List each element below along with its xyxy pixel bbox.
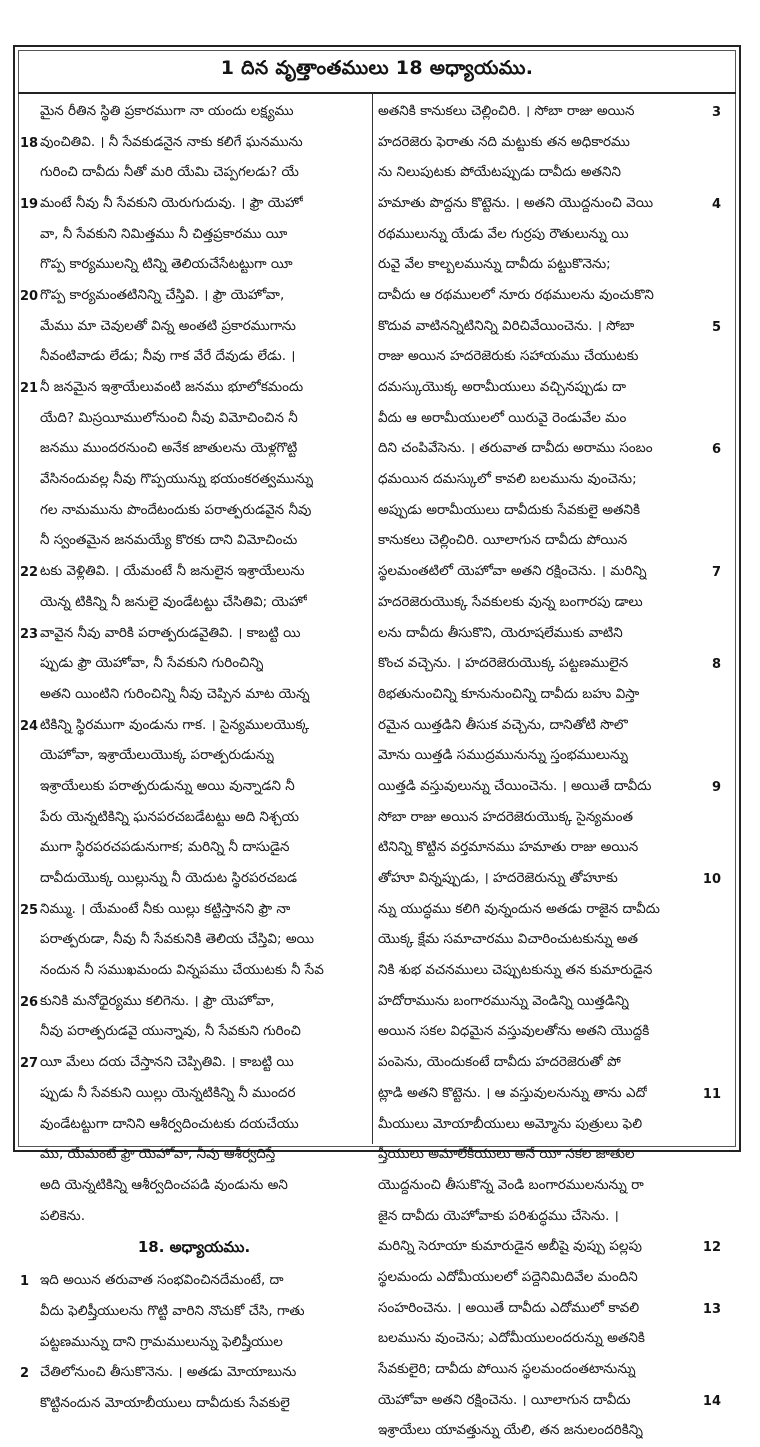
text-line <box>378 527 721 558</box>
line-text: గల నామమును పొందేటందుకు పరాత్పరుడవైన నీవు <box>40 501 312 518</box>
text-line <box>378 128 721 159</box>
text-line <box>20 1018 368 1049</box>
line-text: ధమయిన దమస్కులో కావలి బలమును వుంచెను; <box>378 471 637 488</box>
line-text: పేరు యెన్నటికిన్ని ఘనపరచబడేటట్టు అది నిశ్చయ <box>40 808 300 825</box>
verse-number: 14 <box>702 1393 721 1409</box>
line-text: ము, యేమంటే ఫ్రౌ యెహోవా, నీవు ఆశీర్వదిస్తే <box>40 1146 276 1163</box>
text-line <box>378 557 721 588</box>
verse-number: 27 <box>20 1056 39 1072</box>
line-text: సంహరించెను. । అయితే దావీదు ఎదోములో కావలి <box>378 1299 640 1316</box>
text-line <box>20 1266 368 1297</box>
text-line <box>378 373 721 404</box>
text-line <box>378 619 721 650</box>
line-text: నీవంటివాడు లేడు; నీవు గాక వేరే దేవుడు లేడు. । <box>40 348 296 365</box>
text-line <box>20 926 368 957</box>
line-text: యొద్దనుంచి తీసుకొన్న వెండి బంగారములనున్ను రా <box>378 1176 644 1193</box>
text-line <box>378 926 721 957</box>
text-line <box>378 250 721 281</box>
text-line <box>378 803 721 834</box>
line-text: లను దావీదు తీసుకొని, యెరూషలేముకు వాటిని <box>378 624 623 641</box>
line-text: గొప్ప కార్యమంతటినిన్ని చేస్తివి. । ఫ్రౌ యెహోవా, <box>40 286 285 303</box>
line-text: వావైన నీవు వారికి పరాత్పరుడవైతివి. । కాబట్టి యి <box>40 624 301 641</box>
line-text: ను నిలుపుటకు పోయేటప్పుడు దావీదు అతనిని <box>378 164 622 181</box>
text-line <box>20 1110 368 1141</box>
text-line <box>378 1294 721 1325</box>
right-column <box>378 97 721 1447</box>
line-text: నిమ్ము. । యేమంటే నీకు యిల్లు కట్టిస్తానని ఫ్రౌ నా <box>40 900 291 917</box>
verse-number: 25 <box>20 902 39 918</box>
line-text: అతని యింటిని గురించిన్ని నీవు చెప్పిన మాట యెన్న <box>40 685 310 702</box>
text-line <box>20 772 368 803</box>
text-line <box>378 588 721 619</box>
line-text: అయిన సకల విధమైన వస్తువులతోను అతని యొద్దకి <box>378 1023 650 1040</box>
text-line <box>20 1202 368 1233</box>
line-text: పట్టణమున్ను దాని గ్రామములున్ను ఫెలిష్తీయుల <box>40 1333 283 1350</box>
line-text: మేము మా చెవులతో విన్న అంతటి ప్రకారముగాను <box>40 317 296 334</box>
line-text: నికి శుభ వచనములు చెప్పుటకున్ను తన కుమారుడైన <box>378 962 653 979</box>
verse-number: 11 <box>702 1086 721 1102</box>
line-text: యెన్న టికిన్ని నీ జనులై వుండేటట్టు చేసితివి; యెహో <box>40 593 308 610</box>
text-line <box>378 1018 721 1049</box>
verse-number: 19 <box>20 196 39 212</box>
line-text: అతనికి కానుకలు చెల్లించిరి. । సోబా రాజు అయిన <box>378 102 635 119</box>
line-text: టకు వెళ్లితివి. । యేమంటే నీ జనులైన ఇశ్రాయేలును <box>40 563 305 580</box>
text-line <box>20 373 368 404</box>
line-text: యెహోవా అతని రక్షించెను. । యీలాగున దావీదు <box>378 1391 631 1408</box>
text-line <box>20 1328 368 1359</box>
line-text: సోబా రాజు అయిన హదరెజెరుయొక్క సైన్యమంత <box>378 808 633 825</box>
text-line <box>20 1171 368 1202</box>
text-line <box>20 588 368 619</box>
line-text: హదోరామును బంగారమున్ను వెండిన్ని యిత్తడిన్ని <box>378 992 629 1009</box>
text-line <box>378 158 721 189</box>
line-text: జనము ముందరనుంచి అనేక జాతులను యెళ్లగొట్టి <box>40 440 298 457</box>
text-line <box>378 404 721 435</box>
text-line <box>378 1110 721 1141</box>
verse-number: 12 <box>702 1240 721 1256</box>
line-text: హదరెజెరుయొక్క సేవకులకు వున్న బంగారపు డాలు <box>378 593 643 610</box>
page-header: 1 దిన వృత్తాంతములు 18 అధ్యాయము. <box>220 56 534 79</box>
header-rule <box>18 92 736 94</box>
line-text: వీదు ఫెలిష్తీయులను గొట్టి వారిని నొచుకో చేసి, గాతు <box>40 1302 305 1319</box>
line-text: రథములున్ను యేడు వేల గుర్రపు రౌతులున్ను యి <box>378 225 629 242</box>
verse-number: 22 <box>20 565 39 581</box>
line-text: స్థలమందు ఎదోమీయులలో పద్దెనిమిదివేల మందిని <box>378 1268 638 1285</box>
text-line <box>20 1079 368 1110</box>
line-text: టినిన్ని కొట్టిన వర్తమానము హమాతు రాజు అయిన <box>378 839 639 856</box>
text-line <box>20 557 368 588</box>
line-text: ఠిభతునుంచిన్ని కూనునుంచిన్ని దావీదు బహు విస్తా <box>378 685 640 702</box>
text-line <box>378 1202 721 1233</box>
line-text: గురించి దావీదు నీతో మరి యేమి చెప్పగలడు? యే <box>40 164 299 181</box>
text-line <box>378 956 721 987</box>
line-text: పలికెను. <box>40 1207 85 1224</box>
verse-number: 4 <box>711 196 721 212</box>
verse-number: 5 <box>711 319 721 335</box>
verse-number: 20 <box>20 288 39 304</box>
verse-number: 9 <box>711 779 721 795</box>
line-text: దిని చంపివేసెను. । తరువాత దావీదు అరాము సంబం <box>378 440 653 457</box>
verse-number: 18 <box>20 135 39 151</box>
line-text: ప్పుడు నీ సేవకుని యిల్లు యెన్నటికిన్ని నీ ముందర <box>40 1084 296 1101</box>
text-line <box>20 834 368 865</box>
line-text: అది యెన్నటికిన్ని ఆశీర్వదించపడి వుండును అని <box>40 1176 288 1193</box>
line-text: దమస్కుయొక్క అరామీయులు వచ్చినప్పుడు దా <box>378 379 627 396</box>
line-text: యెహోవా, ఇశ్రాయేలుయొక్క పరాత్పరుడున్ను <box>40 747 275 764</box>
text-line <box>378 1386 721 1417</box>
line-text: మైన రీతిన స్థితి ప్రకారముగా నా యందు లక్ష్యము <box>40 102 294 119</box>
line-text: గొప్ప కార్యములన్ని టిన్ని తెలియచేసేటట్టుగా యీ <box>40 256 293 273</box>
line-text: ఇది అయిన తరువాత సంభవించినదేమంటే, దా <box>40 1272 284 1289</box>
line-text: కునికి మనోధైర్యము కలిగెను. । ఫ్రౌ యెహోవా, <box>40 992 275 1009</box>
line-text: నీ స్వంతమైన జనమయ్యే కొరకు దాని విమోచించు <box>40 532 298 549</box>
text-line <box>378 1140 721 1171</box>
text-line <box>378 1355 721 1386</box>
line-text: నీ జనమైన ఇశ్రాయేలువంటి జనము భూలోకమందు <box>40 379 304 396</box>
text-line <box>20 864 368 895</box>
text-line <box>378 465 721 496</box>
verse-number: 13 <box>702 1301 721 1317</box>
line-text: చేతిలోనుంచి తీసుకొనెను. । అతడు మోయాబును <box>40 1364 297 1381</box>
line-text: రాజు అయిన హదరెజెరుకు సహాయము చేయుటకు <box>378 348 639 365</box>
line-text: కొదువ వాటినన్నిటినిన్ని విరిచివేయించెను. । సోబా <box>378 317 635 334</box>
verse-number: 8 <box>711 657 721 673</box>
text-line <box>20 250 368 281</box>
text-line <box>20 404 368 435</box>
verse-number: 23 <box>20 626 39 642</box>
line-text: ట్లాడి అతని కొట్టెను. । ఆ వస్తువులనున్ను తాను ఎదో <box>378 1084 648 1101</box>
text-line <box>20 465 368 496</box>
line-text: ప్పుడు ఫ్రౌ యెహోవా, నీ సేవకుని గురించిన్ని <box>40 655 264 672</box>
text-line <box>378 435 721 466</box>
text-line <box>378 1417 721 1447</box>
text-line <box>378 680 721 711</box>
text-line <box>20 649 368 680</box>
text-line <box>20 189 368 220</box>
line-text: కానుకలు చెల్లించిరి. యీలాగున దావీదు పోయిన <box>378 532 628 549</box>
text-line <box>20 496 368 527</box>
line-text: టికిన్ని స్థిరముగా వుండును గాక. । సైన్యములయొక్క <box>40 716 310 733</box>
text-line <box>20 343 368 374</box>
line-text: రమైన యిత్తడిని తీసుక వచ్చెను, దానితోటి సొలొ <box>378 716 628 733</box>
line-text: స్థలమంతటిలో యెహోవా అతని రక్షించెను. । మరిన్ని <box>378 563 647 580</box>
text-line <box>378 834 721 865</box>
line-text: వా, నీ సేవకుని నిమిత్తము నీ చిత్తప్రకారము యీ <box>40 225 288 242</box>
text-line <box>20 128 368 159</box>
verse-number: 3 <box>711 104 721 120</box>
line-text: నందున నీ సముఖమందు విన్నపము చేయుటకు నీ సేవ <box>40 962 324 979</box>
text-line <box>378 281 721 312</box>
line-text: బలమును వుంచెను; ఎదోమీయులందరున్ను అతనికి <box>378 1330 645 1347</box>
text-line <box>20 158 368 189</box>
line-text: హదరెజెరు ఫెరాతు నది మట్టుకు తన అధికారము <box>378 133 630 150</box>
text-line <box>378 711 721 742</box>
text-line <box>378 741 721 772</box>
chapter-heading: 18. అధ్యాయము. <box>137 1238 251 1257</box>
line-text: ఇశ్రాయేలుకు పరాత్పరుడున్ను అయి వున్నాడని నీ <box>40 777 295 794</box>
text-line <box>378 1048 721 1079</box>
text-line <box>20 281 368 312</box>
verse-number: 2 <box>20 1366 30 1382</box>
line-text: వేసినందువల్ల నీవు గొప్పయున్ను భయంకరత్వమున్ను <box>40 471 314 488</box>
text-line <box>378 987 721 1018</box>
line-text: వుండేటట్టుగా దానిని ఆశీర్వదించుటకు దయచేయు <box>40 1115 299 1132</box>
text-line <box>20 987 368 1018</box>
text-line <box>378 1079 721 1110</box>
text-line <box>378 312 721 343</box>
text-line <box>20 680 368 711</box>
text-line <box>378 1232 721 1263</box>
line-text: తోహూ విన్నప్పుడు, । హదరెజెరున్ను తోహూకు <box>378 870 618 887</box>
text-line <box>378 189 721 220</box>
text-line <box>20 312 368 343</box>
verse-number: 24 <box>20 718 39 734</box>
text-line <box>20 435 368 466</box>
line-text: అప్పుడు అరామీయులు దావీదుకు సేవకులై అతనికి <box>378 501 641 518</box>
left-column <box>20 97 368 1420</box>
text-line <box>378 1171 721 1202</box>
text-line <box>378 496 721 527</box>
text-line <box>20 803 368 834</box>
line-text: హమాతు పొద్దను కొట్టెను. । అతని యొద్దనుంచి వెయి <box>378 194 654 211</box>
line-text: సేవకులైరి; దావీదు పోయిన స్థలమందంతటానున్ను <box>378 1361 636 1378</box>
line-text: న్ను యుద్ధము కలిగి వున్నందున అతడు రాజైన దావీదు <box>378 900 660 917</box>
line-text: దావీదుయొక్క యిల్లున్ను నీ యెదుట స్థిరపరచబడ <box>40 870 297 887</box>
text-line <box>20 97 368 128</box>
text-line <box>378 864 721 895</box>
line-text: ష్తీయులు అమాలేకీయులు అనే యీ సకల జాతుల <box>378 1146 635 1163</box>
text-line <box>20 527 368 558</box>
verse-number: 26 <box>20 994 39 1010</box>
text-line <box>20 220 368 251</box>
text-line <box>20 1389 368 1420</box>
line-text: కొంచ వచ్చెను. । హదరెజెరుయొక్క పట్టణములైన <box>378 655 629 672</box>
text-line <box>20 711 368 742</box>
verse-number: 1 <box>20 1274 30 1290</box>
line-text: మంటే నీవు నీ సేవకుని యెరుగుదువు. । ఫ్రౌ యెహో <box>40 194 304 211</box>
line-text: యేది? మిస్రయీములోనుంచి నీవు విమోచించిన నీ <box>40 409 298 426</box>
line-text: యొక్క క్షేమ సమాచారము విచారించుటకున్ను అత <box>378 931 638 948</box>
text-line <box>20 1359 368 1390</box>
line-text: పరాత్పరుడా, నీవు నీ సేవకునికి తెలియ చేస్తివి; అయి <box>40 931 314 948</box>
text-line <box>378 772 721 803</box>
text-line <box>20 619 368 650</box>
column-divider <box>372 94 373 1144</box>
verse-number: 21 <box>20 381 39 397</box>
verse-number: 6 <box>711 442 721 458</box>
line-text: మరిన్ని సెరూయా కుమారుడైన అబీషై వుప్పు పల్లపు <box>378 1238 642 1255</box>
line-text: యిత్తడి వస్తువులున్ను చేయించెను. । అయితే దావీదు <box>378 777 652 794</box>
line-text: ఇశ్రాయేలు యావత్తున్ను యేలి, తన జనులందరికిన్ని <box>378 1422 643 1439</box>
line-text: మోను యిత్తడి సముద్రమునున్ను స్తంభములున్ను <box>378 747 629 764</box>
line-text: పంపెను, యెందుకంటే దావీదు హదరెజెరుతో పో <box>378 1054 621 1071</box>
line-text: వీదు ఆ అరామీయులలో యిరువై రెండువేల మం <box>378 409 627 426</box>
text-line <box>20 956 368 987</box>
text-line <box>20 741 368 772</box>
line-text: దావీదు ఆ రథములలో నూరు రథములను వుంచుకొని <box>378 286 654 303</box>
verse-number: 10 <box>702 872 721 888</box>
text-line <box>378 220 721 251</box>
text-line <box>378 1263 721 1294</box>
text-line <box>378 97 721 128</box>
line-text: రువై వేల కాల్బలమున్ను దావీదు పట్టుకొనెను; <box>378 256 611 273</box>
text-line <box>378 343 721 374</box>
text-line <box>20 1048 368 1079</box>
verse-number: 7 <box>711 565 721 581</box>
text-line <box>378 895 721 926</box>
line-text: కొట్టినందున మోయాబీయులు దావీదుకు సేవకులై <box>40 1395 290 1412</box>
line-text: ముగా స్థిరపరచపడునుగాక; మరిన్ని నీ దాసుడైన <box>40 839 290 856</box>
text-line <box>20 1297 368 1328</box>
line-text: నీవు పరాత్పరుడవై యున్నావు, నీ సేవకుని గురించి <box>40 1023 301 1040</box>
line-text: మీయులు మోయాబీయులు అమ్మోను పుత్రులు ఫెలి <box>378 1115 643 1132</box>
text-line <box>378 1325 721 1356</box>
text-line <box>20 1140 368 1171</box>
line-text: జైన దావీదు యెహోవాకు పరిశుద్ధము చేసెను. । <box>378 1207 619 1224</box>
line-text: యీ మేలు దయ చేస్తానని చెప్పితివి. । కాబట్టి యి <box>40 1054 294 1071</box>
text-line <box>378 649 721 680</box>
text-line <box>20 895 368 926</box>
line-text: వుంచితివి. । నీ సేవకుడనైన నాకు కలిగే ఘనమును <box>40 133 303 150</box>
